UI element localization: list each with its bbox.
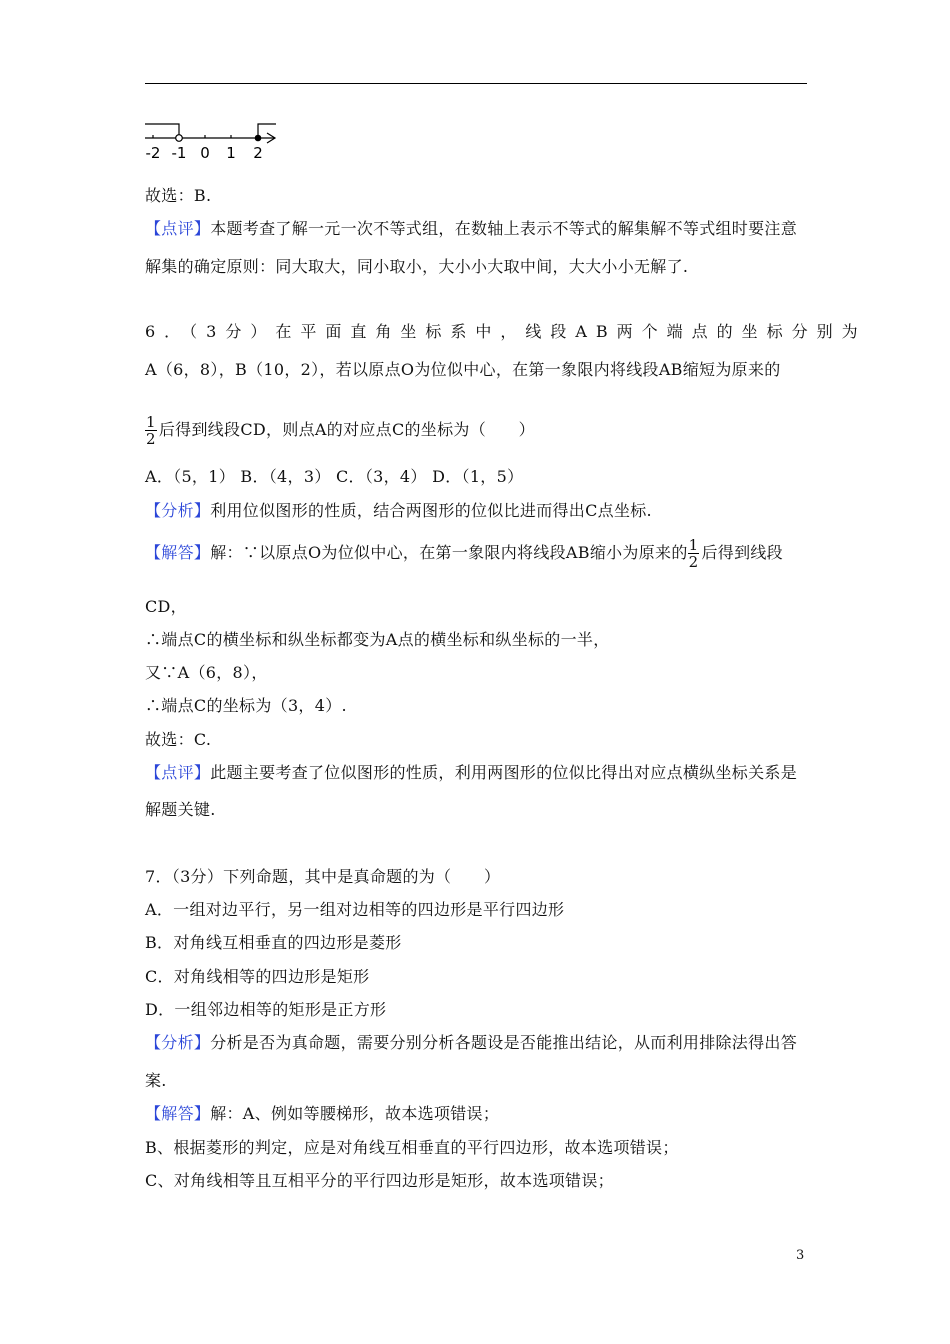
text-line: 案. <box>145 1071 167 1090</box>
text-line: 解集的确定原则：同大取大，同小取小，大小小大取中间，大大小小无解了. <box>145 257 689 276</box>
page-number: 3 <box>796 1248 805 1263</box>
text-line: ∴端点C的坐标为（3，4）. <box>145 696 347 715</box>
tick-label: 1 <box>226 144 236 162</box>
text-line: ∴端点C的横坐标和纵坐标都变为A点的横坐标和纵坐标的一半， <box>145 630 610 649</box>
question-6-stem: A（6，8），B（10，2），若以原点O为位似中心，在第一象限内将线段AB缩短为原来的 <box>145 360 781 379</box>
tick-label: -1 <box>171 144 187 162</box>
tick-label: 2 <box>253 144 263 162</box>
question-7-option-d: D．一组邻边相等的矩形是正方形 <box>145 1000 387 1019</box>
text-line: 【点评】本题考查了解一元一次不等式组，在数轴上表示不等式的解集解不等式组时要注意 <box>145 219 798 238</box>
text-line: 又∵A（6，8）， <box>145 663 268 682</box>
number-line-figure <box>140 118 285 164</box>
header-rule <box>145 83 807 84</box>
text-line: CD， <box>145 597 187 616</box>
comment-tag: 【点评】 <box>145 219 211 238</box>
question-6-options: A．（5，1） B．（4，3） C．（3，4） D．（1，5） <box>145 467 524 486</box>
text-line: 故选：B. <box>145 186 212 205</box>
question-7-title: 7．（3分）下列命题，其中是真命题的为（ ） <box>145 867 501 886</box>
closed-point <box>255 135 262 142</box>
answer-tag: 【解答】 <box>145 1104 211 1123</box>
question-6-stem: 6．（3分）在平面直角坐标系中，线段AB两个端点的坐标分别为 <box>145 322 867 341</box>
question-6-comment: 【点评】此题主要考查了位似图形的性质，利用两图形的位似比得出对应点横纵坐标关系是 <box>145 763 798 782</box>
question-6-analysis: 【分析】利用位似图形的性质，结合两图形的位似比进而得出C点坐标. <box>145 501 652 520</box>
analysis-tag: 【分析】 <box>145 501 211 520</box>
answer-tag: 【解答】 <box>145 543 211 562</box>
question-6-stem: $\frac{1}{2}$ 后得到线段CD，则点A的对应点C的坐标为（ ） <box>146 413 535 448</box>
text-line: C、对角线相等且互相平分的平行四边形是矩形，故本选项错误； <box>145 1171 614 1190</box>
solution-bracket-right <box>258 124 276 138</box>
text-line: 故选：C. <box>145 730 212 749</box>
question-7-option-b: B．对角线互相垂直的四边形是菱形 <box>145 933 402 952</box>
question-7-option-c: C．对角线相等的四边形是矩形 <box>145 967 370 986</box>
question-7-answer: 【解答】解：A、例如等腰梯形，故本选项错误； <box>145 1104 500 1123</box>
comment-tag: 【点评】 <box>145 763 211 782</box>
open-point <box>176 135 183 142</box>
text-line: B、根据菱形的判定，应是对角线互相垂直的平行四边形，故本选项错误； <box>145 1138 679 1157</box>
question-6-answer: 【解答】解：∵以原点O为位似中心，在第一象限内将线段AB缩小为原来的 $\frac{1}{2}$ 后得到线段 <box>145 536 783 571</box>
text-line: 解题关键. <box>145 800 216 819</box>
question-7-option-a: A．一组对边平行，另一组对边相等的四边形是平行四边形 <box>145 900 565 919</box>
fraction: $\frac{1}{2}$ <box>146 413 156 448</box>
question-7-analysis: 【分析】分析是否为真命题，需要分别分析各题设是否能推出结论，从而利用排除法得出答 <box>145 1033 798 1052</box>
tick-label: -2 <box>145 144 161 162</box>
fraction: $\frac{1}{2}$ <box>688 536 699 571</box>
analysis-tag: 【分析】 <box>145 1033 211 1052</box>
solution-bracket-left <box>145 124 179 138</box>
tick-label: 0 <box>200 144 210 162</box>
